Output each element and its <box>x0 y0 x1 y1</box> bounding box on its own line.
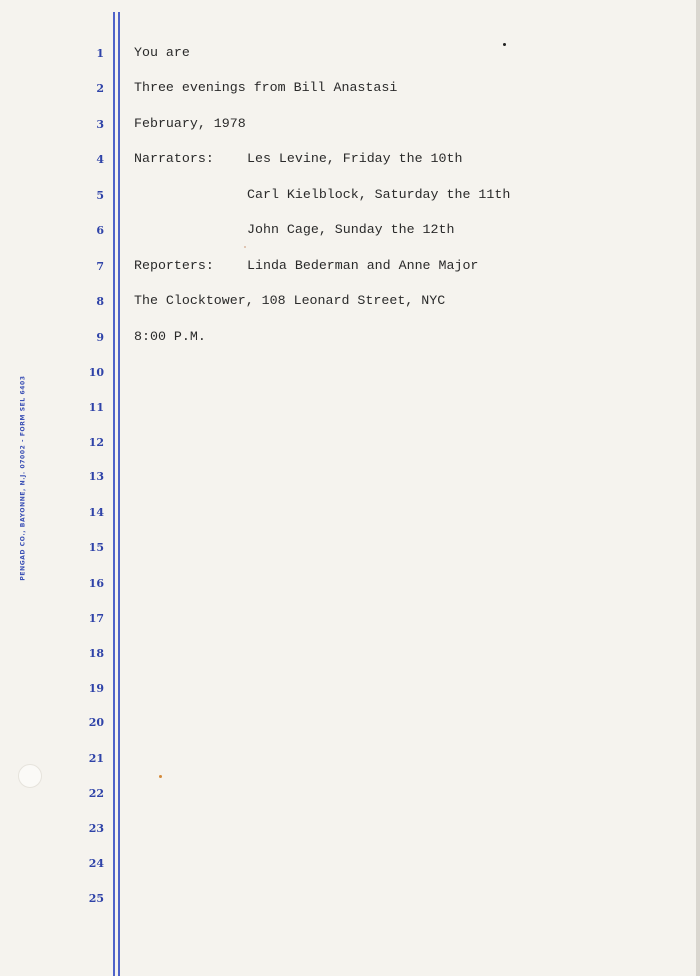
line-number: 19 <box>88 682 104 695</box>
line-number: 13 <box>88 470 104 483</box>
line-number: 22 <box>88 787 104 800</box>
left-margin-rule-outer <box>113 12 115 976</box>
text-line-date: February, 1978 <box>134 116 246 131</box>
printer-form-label: PENGAD CO., BAYONNE, N.J. 07002 - FORM SEL 6403 <box>19 375 27 581</box>
page-edge-shadow <box>696 0 700 976</box>
line-number: 9 <box>96 331 104 344</box>
line-number: 4 <box>96 153 104 166</box>
line-number: 25 <box>88 892 104 905</box>
line-number: 15 <box>88 541 104 554</box>
line-number: 21 <box>88 752 104 765</box>
line-number: 11 <box>88 401 104 414</box>
line-number: 23 <box>88 822 104 835</box>
narrators-label: Narrators: <box>134 151 214 166</box>
text-line-reporters <box>134 258 478 273</box>
line-number: 6 <box>96 224 104 237</box>
text-line-title: Three evenings from Bill Anastasi <box>134 80 398 95</box>
text-line-narrator-2 <box>134 187 510 202</box>
line-number: 12 <box>88 436 104 449</box>
text-line-narrator-3 <box>134 222 454 237</box>
narrator-1: Les Levine, Friday the 10th <box>247 151 463 166</box>
ink-speck <box>503 43 506 46</box>
line-number: 8 <box>96 295 104 308</box>
narrator-3: John Cage, Sunday the 12th <box>247 222 455 237</box>
line-number: 1 <box>96 47 104 60</box>
line-number: 7 <box>96 260 104 273</box>
left-margin-rule-inner <box>118 12 120 976</box>
line-number: 20 <box>88 716 104 729</box>
text-line-venue: The Clocktower, 108 Leonard Street, NYC <box>134 293 446 308</box>
line-number: 16 <box>88 577 104 590</box>
punch-hole <box>18 764 42 788</box>
line-number: 3 <box>96 118 104 131</box>
line-number: 17 <box>88 612 104 625</box>
line-number: 10 <box>88 366 104 379</box>
line-number: 2 <box>96 82 104 95</box>
line-number: 24 <box>88 857 104 870</box>
text-line-you-are: You are <box>134 45 190 60</box>
reporters-label: Reporters: <box>134 258 214 273</box>
line-number: 14 <box>88 506 104 519</box>
narrator-2: Carl Kielblock, Saturday the 11th <box>247 187 511 202</box>
line-number: 18 <box>88 647 104 660</box>
text-line-time: 8:00 P.M. <box>134 329 206 344</box>
text-line-narrators <box>134 151 462 166</box>
ink-speck <box>244 246 246 248</box>
reporters-names: Linda Bederman and Anne Major <box>247 258 479 273</box>
line-number: 5 <box>96 189 104 202</box>
ink-speck <box>159 775 162 778</box>
